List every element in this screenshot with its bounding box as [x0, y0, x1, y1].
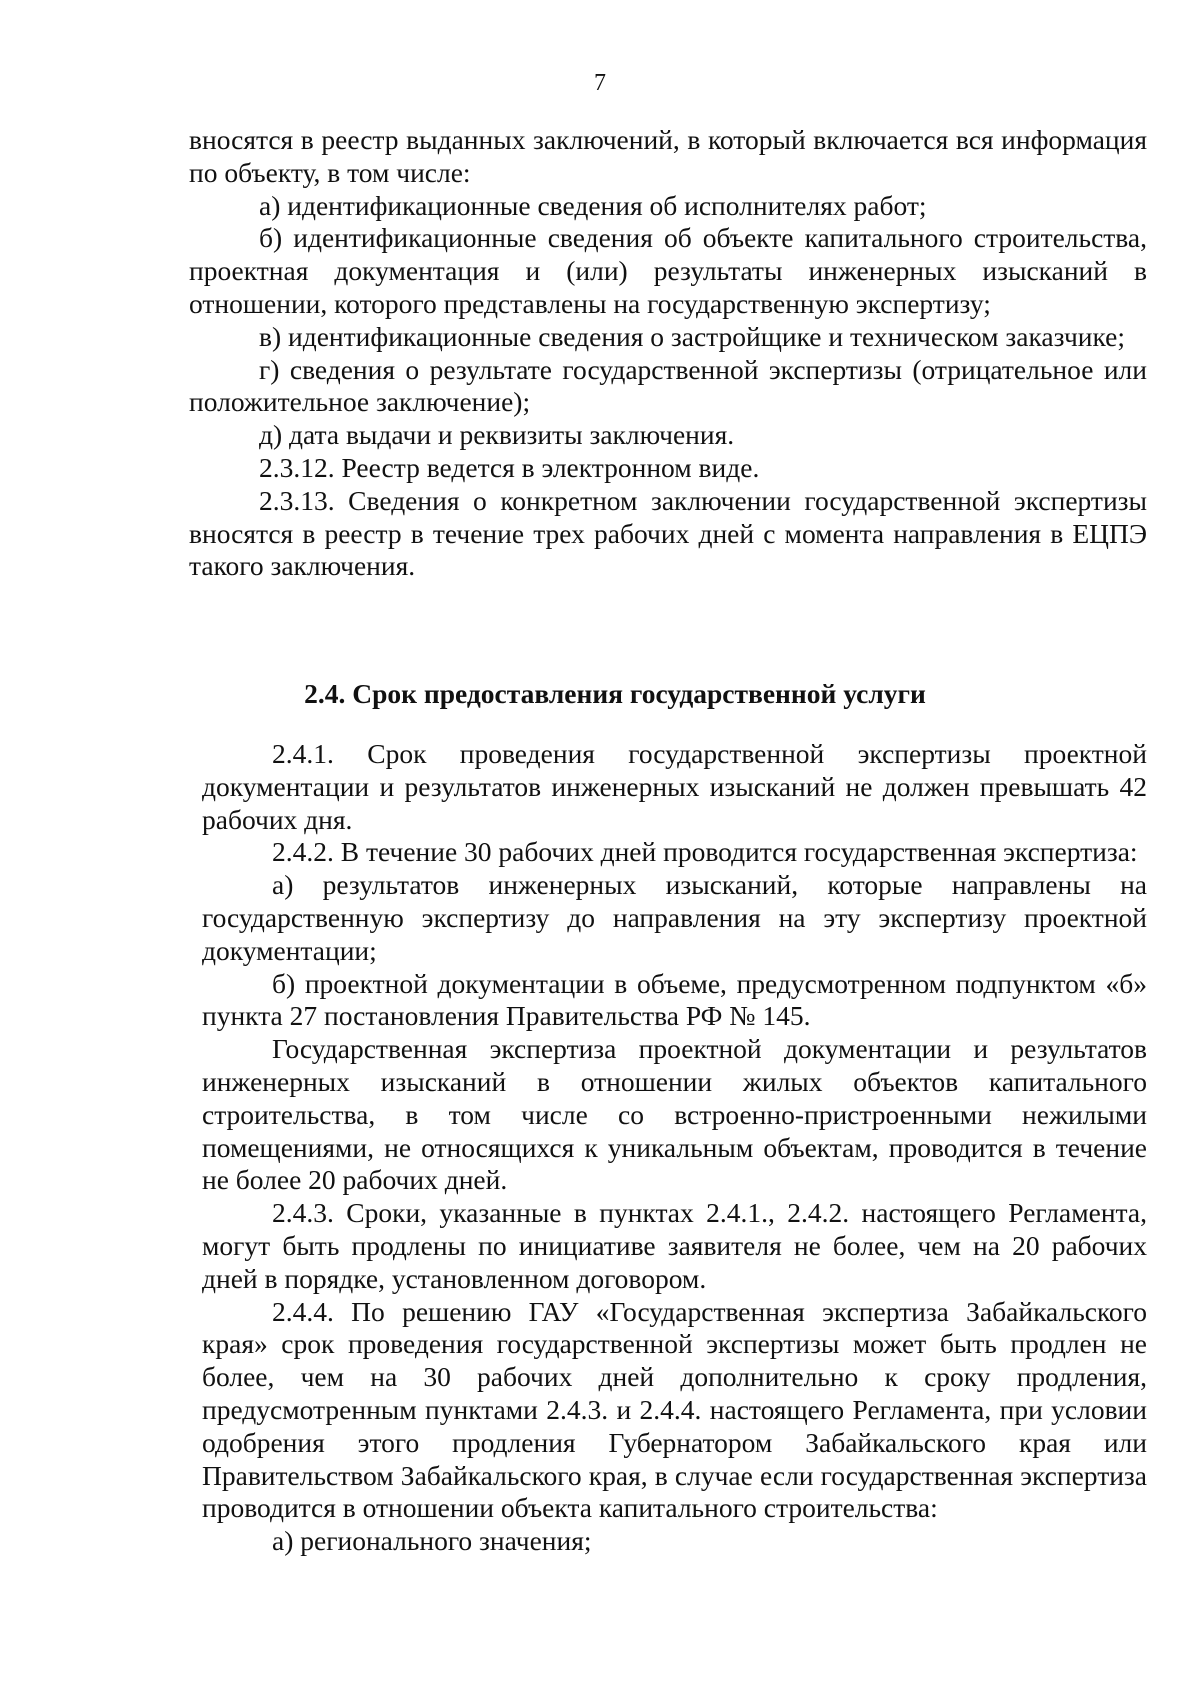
paragraph-2-4-3: 2.4.3. Сроки, указанные в пунктах 2.4.1., 2.4.2. настоящего Регламента, могут быть продлены по инициативе заявителя не более, чем на 20 рабочих дней в порядке, установленном договором. — [202, 1197, 1147, 1294]
registry-content-block — [189, 124, 1147, 583]
paragraph-item-v-developer: в) идентификационные сведения о застройщике и техническом заказчике; — [259, 320, 1126, 352]
paragraph-2-3-13: 2.3.13. Сведения о конкретном заключении государственной экспертизы вносятся в реестр в течение трех рабочих дней с момента направления в ЕЦПЭ такого заключения. — [189, 484, 1147, 582]
paragraph-2-4-4: 2.4.4. По решению ГАУ «Государственная экспертиза Забайкальского края» срок проведения государственной экспертизы может быть продлен не более, чем на 30 рабочих дней дополнительно к сроку продления, предусмотренным пунктами 2.4.3. и 2.4.4. настоящего Регламента, при условии одобрения этого продления Губернатором Забайкальского края или Правительством Забайкальского края, в случае если государственная экспертиза проводится в отношении объекта капитального строительства: — [202, 1295, 1147, 1524]
paragraph-item-b-object: б) идентификационные сведения об объекте капитального строительства, проектная документация и (или) результаты инженерных изысканий в отношении, которого представлены на государственную экспертизу; — [189, 222, 1147, 319]
page-number: 7 — [594, 70, 606, 96]
paragraph-2-3-12: 2.3.12. Реестр ведется в электронном виде. — [259, 451, 760, 483]
section-title: 2.4. Срок предоставления государственной услуги — [304, 678, 926, 709]
paragraph-item-g-result: г) сведения о результате государственной экспертизы (отрицательное или положительное заключение); — [189, 353, 1147, 418]
paragraph-2-4-4-item-a: а) регионального значения; — [272, 1525, 592, 1557]
paragraph-item-d-date: д) дата выдачи и реквизиты заключения. — [259, 419, 735, 451]
paragraph-2-4-2-item-b: б) проектной документации в объеме, предусмотренном подпунктом «б» пункта 27 постановления Правительства РФ № 145. — [202, 967, 1147, 1032]
section-content-block — [202, 738, 1147, 1558]
paragraph-2-4-2: 2.4.2. В течение 30 рабочих дней проводится государственная экспертиза: — [272, 836, 1138, 868]
paragraph-2-4-2-item-a: а) результатов инженерных изысканий, которые направлены на государственную экспертизу до направления на эту экспертизу проектной документации; — [202, 869, 1147, 966]
paragraph-item-a-contractors: а) идентификационные сведения об исполнителях работ; — [259, 189, 927, 221]
paragraph-registry-intro: вносятся в реестр выданных заключений, в который включается вся информация по объекту, в том числе: — [189, 124, 1147, 188]
paragraph-2-4-1: 2.4.1. Срок проведения государственной экспертизы проектной документации и результатов инженерных изысканий не должен превышать 42 рабочих дня. — [202, 738, 1147, 835]
paragraph-residential-expertise: Государственная экспертиза проектной документации и результатов инженерных изысканий в отношении жилых объектов капитального строительства, в том числе со встроенно-пристроенными нежилыми помещениями, не относящихся к уникальным объектам, проводится в течение не более 20 рабочих дней. — [202, 1033, 1147, 1196]
